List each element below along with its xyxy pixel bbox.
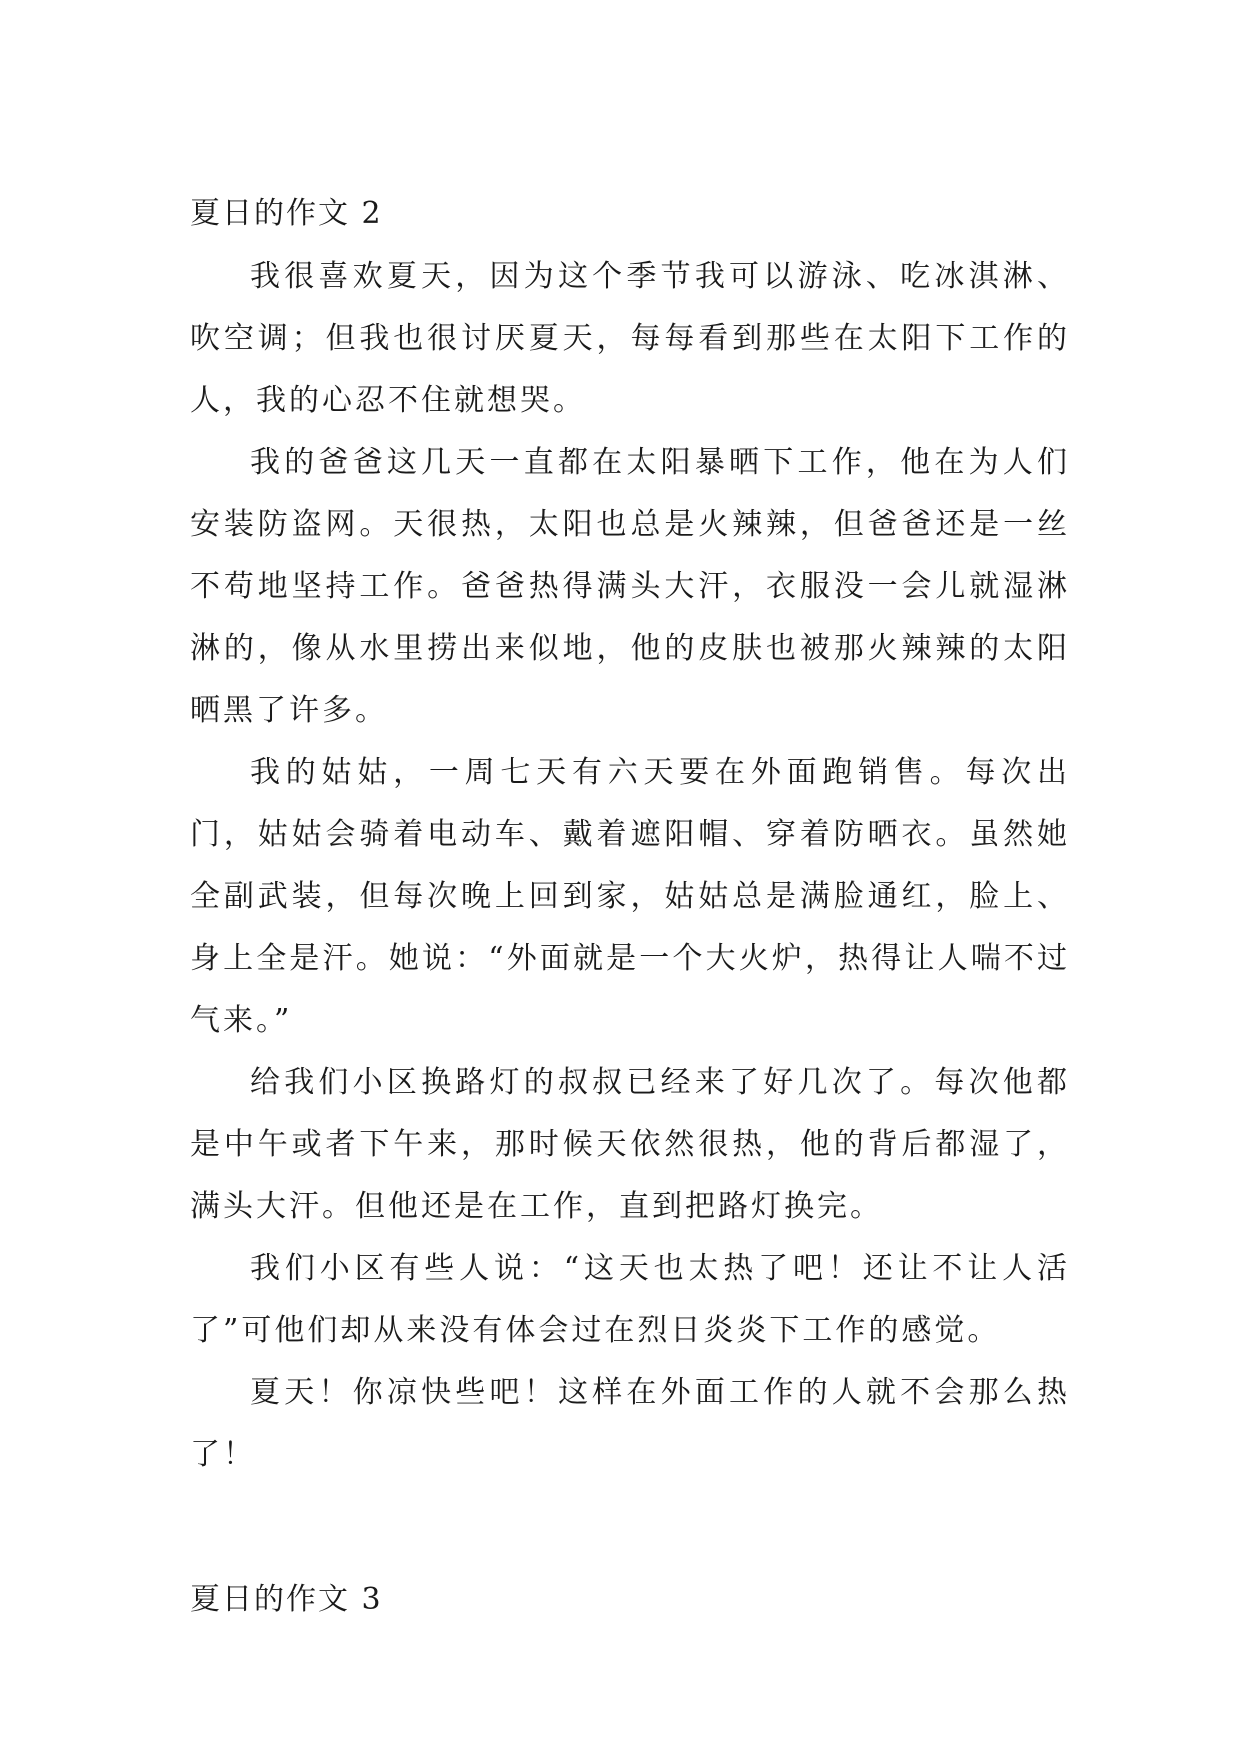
paragraph: 给我们小区换路灯的叔叔已经来了好几次了。每次他都是中午或者下午来，那时候天依然很热，他的背后都湿了，满头大汗。但他还是在工作，直到把路灯换完。 (190, 1065, 1070, 1224)
paragraph: 我的姑姑，一周七天有六天要在外面跑销售。每次出门，姑姑会骑着电动车、戴着遮阳帽、穿着防晒衣。虽然她全副武装，但每次晚上回到家，姑姑总是满脸通红，脸上、身上全是汗。她说：“外面就是一个大火炉，热得让人喘不过气来。” (190, 755, 1070, 1038)
paragraph: 我们小区有些人说：“这天也太热了吧！还让不让人活了”可他们却从来没有体会过在烈日炎炎下工作的感觉。 (190, 1251, 1070, 1348)
spacer (190, 1486, 1070, 1572)
section-title: 夏日的作文 3 (190, 1582, 383, 1617)
paragraph: 我的爸爸这几天一直都在太阳暴晒下工作，他在为人们安装防盗网。天很热，太阳也总是火辣辣，但爸爸还是一丝不苟地坚持工作。爸爸热得满头大汗，衣服没一会儿就湿淋淋的，像从水里捞出来似地，他的皮肤也被那火辣辣的太阳晒黑了许多。 (190, 445, 1070, 728)
document-body (190, 186, 1070, 1628)
section-title: 夏日的作文 2 (190, 196, 383, 231)
paragraph: 夏天！你凉快些吧！这样在外面工作的人就不会那么热了！ (190, 1375, 1070, 1472)
paragraph: 我很喜欢夏天，因为这个季节我可以游泳、吃冰淇淋、吹空调；但我也很讨厌夏天，每每看到那些在太阳下工作的人，我的心忍不住就想哭。 (190, 259, 1070, 418)
